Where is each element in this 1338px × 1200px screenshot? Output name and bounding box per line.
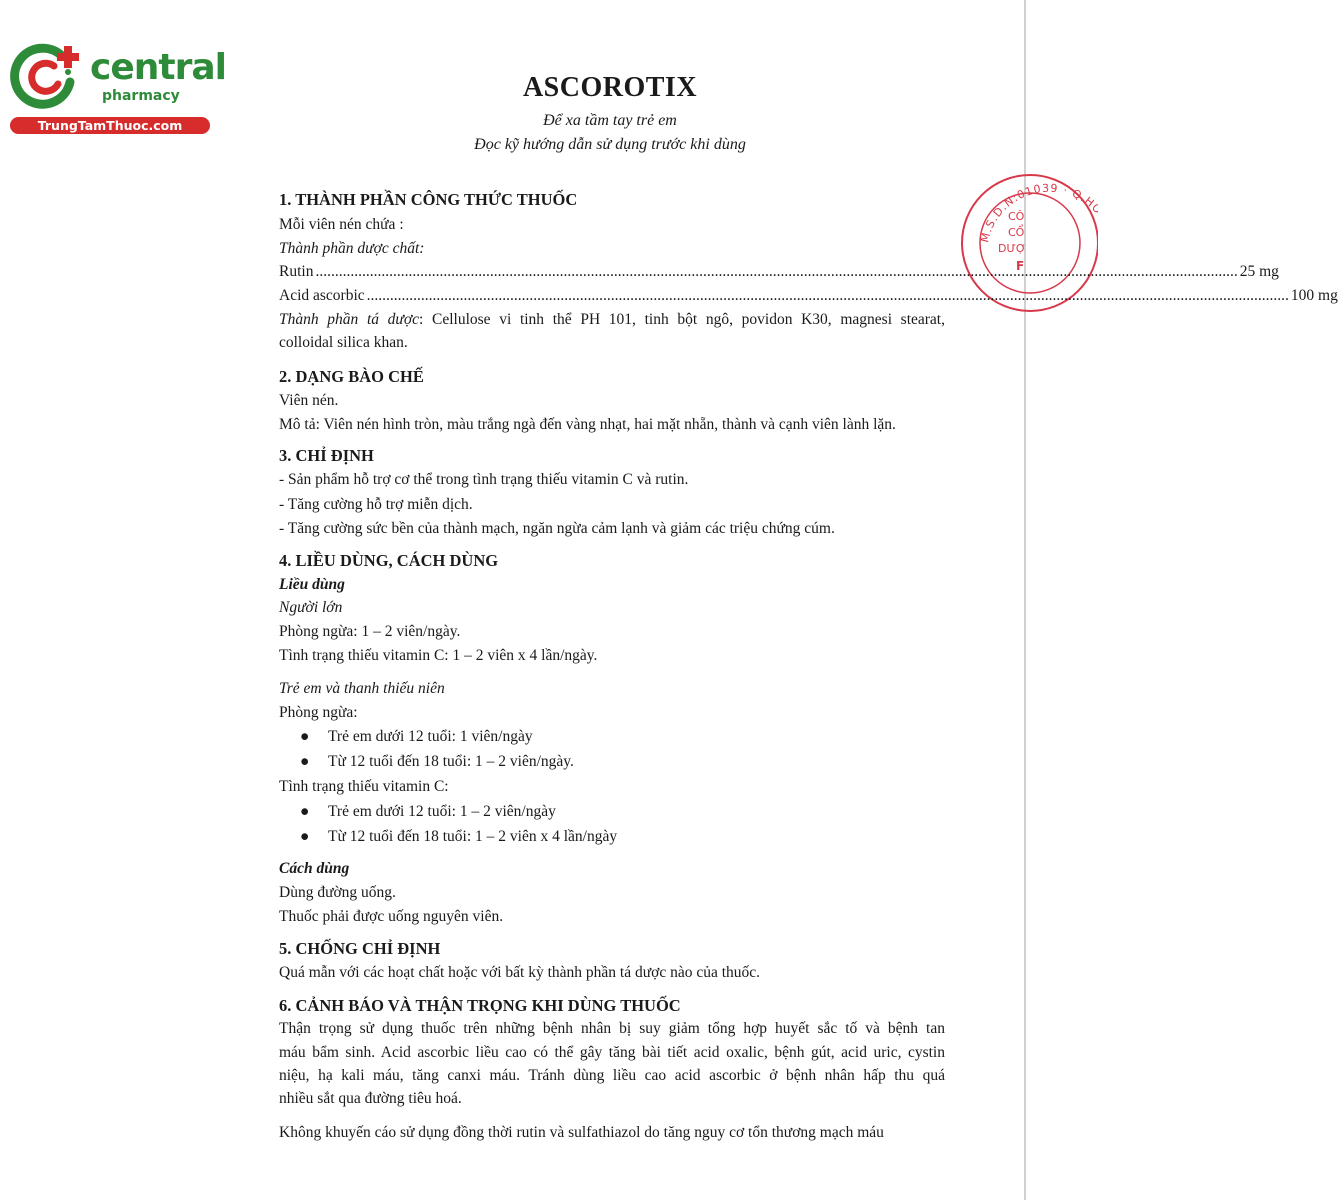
list-item-text: Từ 12 tuổi đến 18 tuổi: 1 – 2 viên x 4 lần/ngày [328,828,618,845]
bullet-icon: ● [300,753,310,770]
section-heading-composition: 1. THÀNH PHẦN CÔNG THỨC THUỐC [279,190,578,209]
section-heading-indications: 3. CHỈ ĐỊNH [279,446,374,465]
warning-paragraph-line: máu bẩm sinh. Acid ascorbic liều cao có thể gây tăng bài tiết acid oxalic, bệnh gút, acid uric, cystin [279,1044,945,1061]
usage-line: Thuốc phải được uống nguyên viên. [279,908,504,925]
logo-subtitle: pharmacy [102,88,180,104]
ingredient-row-rutin [279,262,1279,282]
child-subheading: Trẻ em và thanh thiếu niên [279,680,445,697]
adult-subheading: Người lớn [279,599,343,616]
bullet-icon: ● [300,803,310,820]
svg-text:F: F [1016,259,1025,273]
excipients-label: Thành phần tá dược [279,311,420,328]
dose-subheading: Liều dùng [279,576,345,593]
indication-item: - Sản phẩm hỗ trợ cơ thể trong tình trạng thiếu vitamin C và rutin. [279,471,689,488]
excipients-line-2: colloidal silica khan. [279,334,408,351]
excipients-line [279,310,945,330]
svg-text:CÔ: CÔ [1008,210,1025,223]
list-item-text: Từ 12 tuổi đến 18 tuổi: 1 – 2 viên/ngày. [328,753,574,770]
list-item-text: Trẻ em dưới 12 tuổi: 1 – 2 viên/ngày [328,803,556,820]
list-item [300,727,533,747]
usage-subheading: Cách dùng [279,860,350,877]
ingredient-amount: 100 mg [1290,287,1338,304]
list-item-text: Trẻ em dưới 12 tuổi: 1 viên/ngày [328,728,533,745]
dosage-form-description: Mô tả: Viên nén hình tròn, màu trắng ngà đến vàng nhạt, hai mặt nhẵn, thành và cạnh viên lành lặn. [279,416,896,433]
ingredient-name: Rutin [279,263,314,280]
indication-item: - Tăng cường sức bền của thành mạch, ngăn ngừa cảm lạnh và giảm các triệu chứng cúm. [279,520,835,537]
bullet-icon: ● [300,728,310,745]
warning-paragraph-line: Thận trọng sử dụng thuốc trên những bệnh nhân bị suy giảm tổng hợp huyết sắc tố và bệnh tan [279,1020,945,1037]
adult-dose-line: Phòng ngừa: 1 – 2 viên/ngày. [279,623,461,640]
section-heading-contraindications: 5. CHỐNG CHỈ ĐỊNH [279,939,441,958]
document-title: ASCOROTIX [522,72,698,103]
dosage-form-text: Viên nén. [279,392,339,409]
document-subtitle-instruction: Đọc kỹ hướng dẫn sử dụng trước khi dùng [474,136,746,153]
contraindication-text: Quá mẫn với các hoạt chất hoặc với bất kỳ thành phần tá dược nào của thuốc. [279,964,761,981]
adult-dose-line: Tình trạng thiếu vitamin C: 1 – 2 viên x 4 lần/ngày. [279,647,598,664]
ingredient-name: Acid ascorbic [279,287,365,304]
active-ingredients-label: Thành phần dược chất: [279,240,425,257]
prevention-label: Phòng ngừa: [279,704,358,721]
excipients-text: : Cellulose vi tinh thể PH 101, tinh bột ngô, povidon K30, magnesi stearat, [419,311,945,328]
bullet-icon: ● [300,828,310,845]
section-heading-dosage: 4. LIỀU DÙNG, CÁCH DÙNG [279,551,499,570]
section-heading-dosage-form: 2. DẠNG BÀO CHẾ [279,367,424,386]
composition-intro: Mỗi viên nén chứa : [279,216,404,233]
list-item [300,752,574,772]
list-item [300,827,617,847]
svg-text:CỔ: CỔ [1008,226,1025,239]
ingredient-amount: 25 mg [1239,263,1279,280]
document-subtitle-warning: Để xa tầm tay trẻ em [543,112,677,129]
svg-text:DƯỢ: DƯỢ [998,242,1026,255]
list-item [300,802,556,822]
ingredient-row-acid-ascorbic [279,286,1338,306]
deficiency-label: Tình trạng thiếu vitamin C: [279,778,449,795]
svg-text:M.S.D.N:01039 · Q.HOÀNG: M.S.D.N:01039 · Q.H [978,181,1098,244]
warning-paragraph-line: niệu, hạ kali máu, tăng canxi máu. Tránh dùng liều cao acid ascorbic ở bệnh nhân hấp thu quá [279,1067,945,1084]
usage-line: Dùng đường uống. [279,884,396,901]
logo-site-url: TrungTamThuoc.com [10,117,210,134]
logo-brand: central [90,47,226,88]
warning-last-line: Không khuyến cáo sử dụng đồng thời rutin và sulfathiazol do tăng nguy cơ tổn thương mạch máu [279,1124,884,1141]
warning-paragraph-line: nhiều sắt qua đường tiêu hoá. [279,1090,462,1107]
indication-item: - Tăng cường hỗ trợ miễn dịch. [279,496,473,513]
section-heading-warnings: 6. CẢNH BÁO VÀ THẬN TRỌNG KHI DÙNG THUỐC [279,996,681,1015]
